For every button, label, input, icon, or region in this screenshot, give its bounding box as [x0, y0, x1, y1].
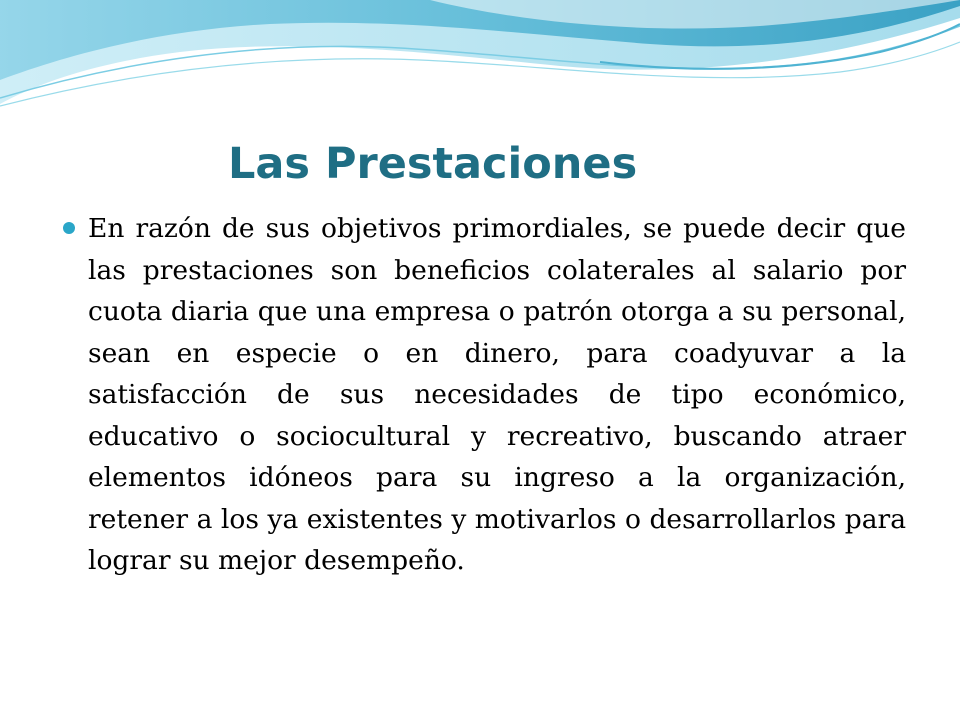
slide-content [60, 208, 906, 582]
bullet-dot-icon [63, 222, 75, 234]
bullet-text: En razón de sus objetivos primordiales, se puede decir que las prestaciones son beneficios colaterales al salario por cuota diaria que una empresa o patrón otorga a su personal, sean en especie o en dinero, para coadyuvar a la satisfacción de sus necesidades de tipo económico, educativo o sociocultural y recreativo, buscando atraer elementos idóneos para su ingreso a la organización, retener a los ya existentes y motivarlos o desarrollarlos para lograr su mejor desempeño. [88, 213, 906, 576]
slide-title: Las Prestaciones [228, 139, 638, 189]
bullet-item [60, 208, 906, 582]
header-wave-decoration [0, 0, 960, 120]
